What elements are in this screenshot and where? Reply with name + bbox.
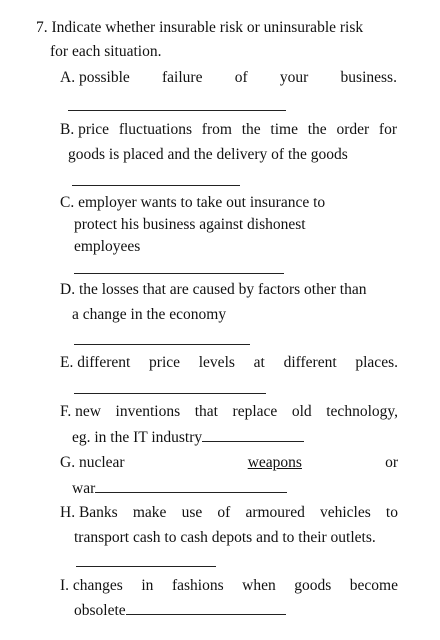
item-c-text-line-3: employees [74,238,141,255]
item-f-text-line-1: F. new inventions that replace old technology, [60,403,398,420]
question-stem-line-2: for each situation. [50,43,162,60]
item-g-text-line-2: war [72,479,287,499]
item-i-answer-blank[interactable] [126,602,286,615]
item-i-text-line-2: obsolete [74,601,286,621]
item-c-text-line-2: protect his business against dishonest [74,216,306,233]
item-b-text-line-2: goods is placed and the delivery of the goods [68,146,348,163]
item-h-answer-blank[interactable] [76,566,216,567]
item-c-text-line-1: C. employer wants to take out insurance to [60,194,326,211]
item-c-answer-blank[interactable] [74,273,284,274]
item-e-text: E. different price levels at different places. [60,354,398,371]
item-d-answer-blank[interactable] [74,344,250,345]
item-h-text-line-2: transport cash to cash depots and to their outlets. [74,529,376,546]
item-g-answer-blank[interactable] [95,480,287,493]
item-f-answer-blank[interactable] [202,429,304,442]
item-b-answer-blank[interactable] [72,185,240,186]
item-d-text-line-2: a change in the economy [72,306,227,323]
item-a-text: A. possible failure of your business. [60,69,397,86]
item-f-text-line-2: eg. in the IT industry [72,428,304,448]
item-b-text-line-1: B. price fluctuations from the time the order for [60,121,397,138]
item-d-text-line-1: D. the losses that are caused by factors other than [60,281,367,298]
question-stem-line-1: 7. Indicate whether insurable risk or uninsurable risk [36,19,364,36]
item-a-answer-blank[interactable] [68,110,286,111]
item-g-text: G. nuclear weapons or [60,454,398,471]
item-h-text-line-1: H. Banks make use of armoured vehicles to [60,504,398,521]
item-i-text-line-1: I. changes in fashions when goods become [60,577,398,594]
item-e-answer-blank[interactable] [74,393,266,394]
